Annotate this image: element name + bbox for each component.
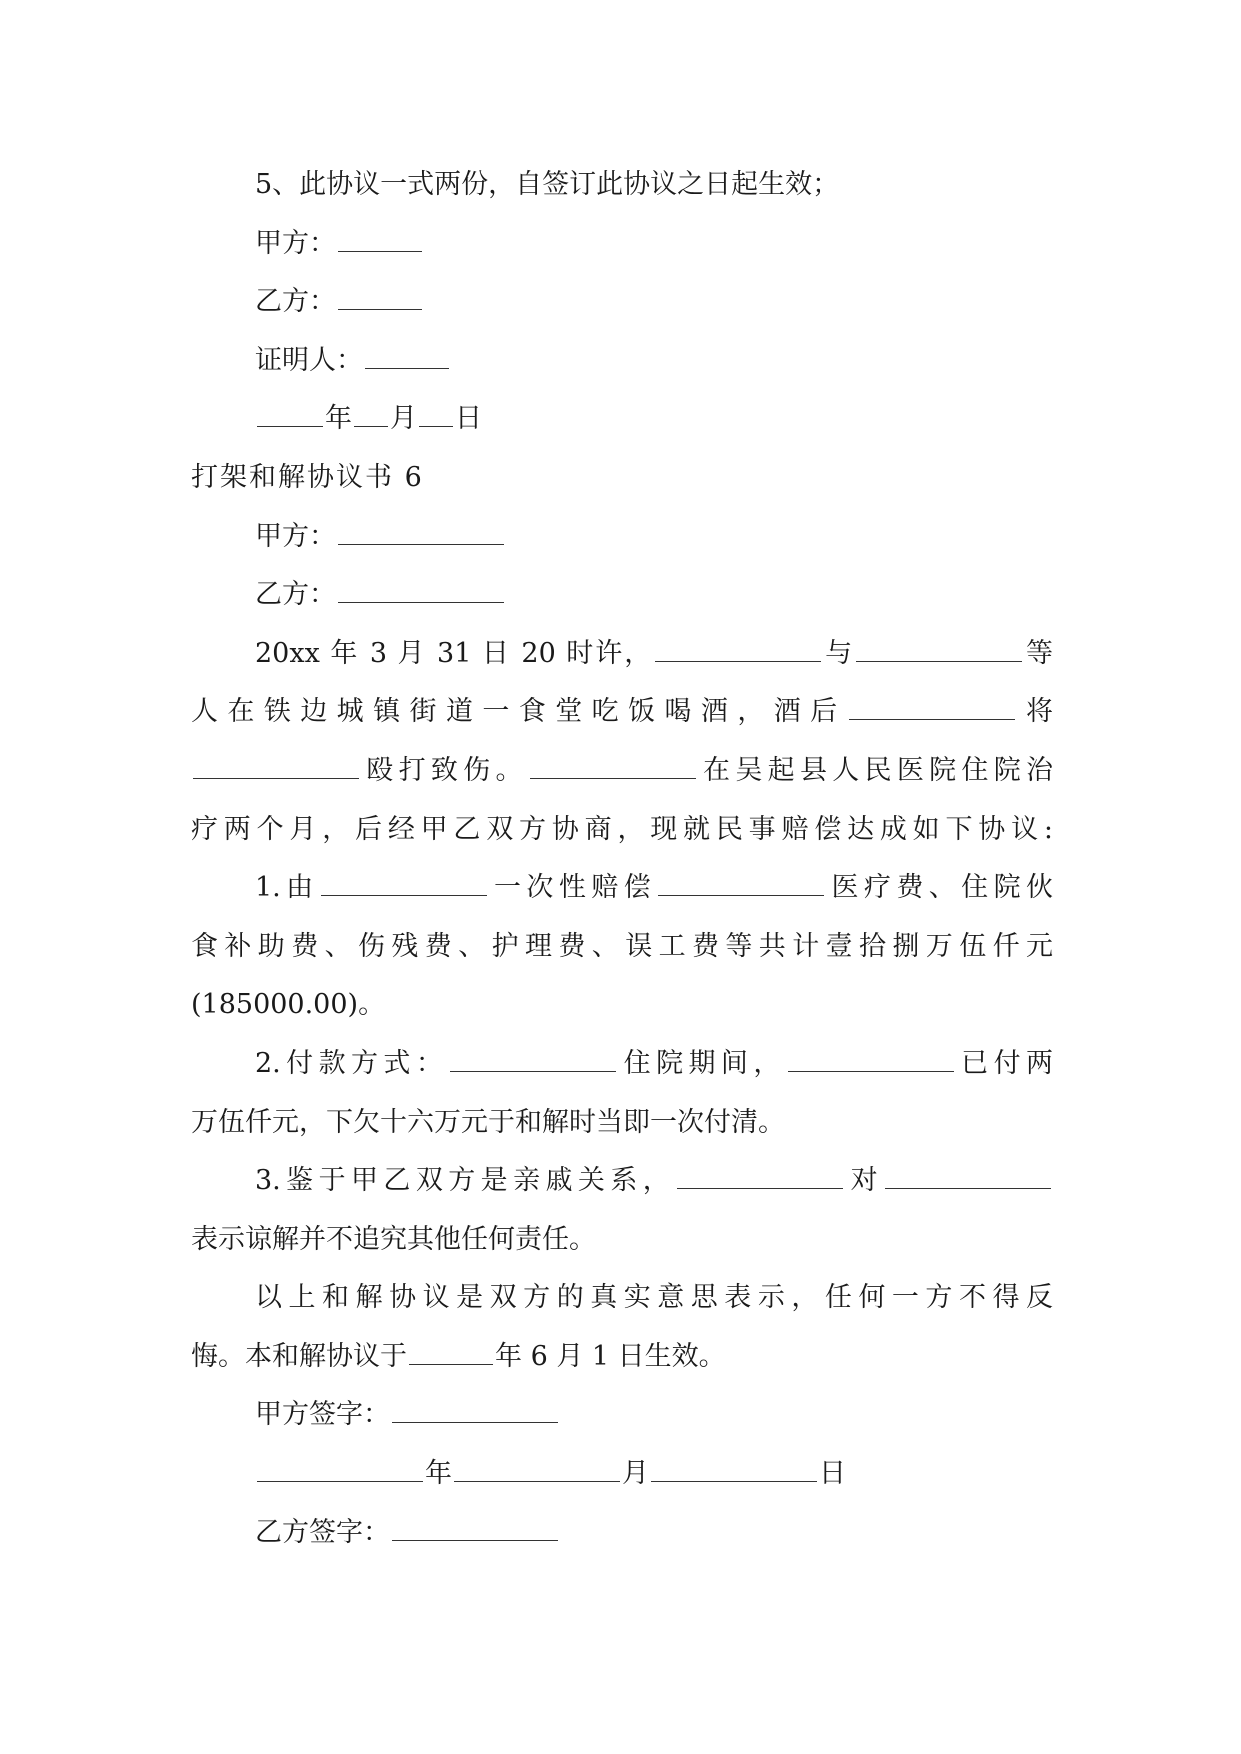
text: 住院期间，	[618, 1047, 786, 1079]
section-title: 打架和解协议书 6	[191, 461, 424, 493]
party-a-line-6	[191, 508, 1053, 567]
text: 医疗费、住院伙	[826, 872, 1054, 904]
day-blank	[651, 1480, 817, 1482]
sign-a-blank	[392, 1421, 558, 1423]
text: 年 6 月 1 日生效。	[495, 1340, 726, 1372]
clause-5-line: 5、此协议一式两份，自签订此协议之日起生效；	[255, 169, 840, 200]
blank	[193, 777, 359, 779]
blank	[788, 1070, 954, 1072]
paragraph-line	[191, 742, 1053, 801]
text: 20xx 年 3 月 31 日 20 时许，	[255, 637, 654, 669]
final-line: 以上和解协议是双方的真实意思表示，任何一方不得反	[255, 1282, 1053, 1314]
clause-1-line: 食补助费、伤残费、护理费、误工费等共计壹拾捌万伍仟元	[191, 930, 1053, 962]
blank	[677, 1187, 843, 1189]
day-blank	[419, 425, 453, 427]
blank	[658, 894, 824, 896]
text: 与	[823, 637, 855, 669]
clause-3-line	[191, 1152, 1053, 1211]
party-a-blank	[338, 250, 422, 252]
party-a-label: 甲方：	[255, 227, 336, 259]
clause-1-line	[191, 859, 1053, 918]
clause-2-line: 万伍仟元，下欠十六万元于和解时当即一次付清。	[191, 1106, 785, 1138]
month-blank	[354, 425, 388, 427]
year-label: 年	[325, 403, 352, 435]
sign-b-line	[191, 1504, 1053, 1563]
party-a-blank	[338, 543, 504, 545]
sign-b-label: 乙方签字：	[255, 1516, 390, 1548]
party-b-label: 乙方：	[255, 286, 336, 318]
party-b-blank	[338, 308, 422, 310]
month-label: 月	[390, 403, 417, 435]
clause-2-line	[191, 1035, 1053, 1094]
month-label: 月	[622, 1458, 649, 1490]
text: 已付两	[955, 1047, 1054, 1079]
blank	[321, 894, 487, 896]
blank	[450, 1070, 616, 1072]
sign-a-line	[191, 1386, 1053, 1445]
party-b-blank	[338, 601, 504, 603]
text: 等	[1024, 637, 1054, 669]
text: 人在铁边城镇街道一食堂吃饭喝酒，酒后	[191, 696, 847, 728]
text: 对	[845, 1165, 884, 1197]
text: 在吴起县人民医院住院治	[697, 754, 1054, 786]
blank	[530, 777, 696, 779]
text: 2.付款方式：	[255, 1047, 449, 1079]
clause-1-amount: (185000.00)。	[191, 989, 386, 1021]
party-b-line-6	[191, 566, 1053, 625]
text: 3.鉴于甲乙双方是亲戚关系，	[255, 1165, 676, 1197]
blank	[856, 660, 1022, 662]
paragraph-line: 疗两个月，后经甲乙双方协商，现就民事赔偿达成如下协议:	[191, 813, 1053, 845]
paragraph-line	[191, 683, 1053, 742]
party-b-line	[191, 273, 1053, 332]
blank	[655, 660, 821, 662]
text: 悔。本和解协议于	[191, 1340, 407, 1372]
text: 1.由	[255, 872, 319, 904]
text: 一次性赔偿	[488, 872, 657, 904]
sign-b-blank	[392, 1539, 558, 1541]
sign-a-label: 甲方签字：	[255, 1399, 390, 1431]
witness-line	[191, 332, 1053, 391]
document-page	[191, 156, 1053, 1562]
party-a-line	[191, 215, 1053, 274]
witness-label: 证明人：	[255, 344, 363, 376]
year-blank	[257, 425, 323, 427]
date-line	[191, 390, 1053, 449]
text: 殴打致伤。	[361, 754, 528, 786]
witness-blank	[365, 367, 449, 369]
day-label: 日	[455, 403, 482, 435]
clause-3-line: 表示谅解并不追究其他任何责任。	[191, 1223, 596, 1255]
paragraph-line	[191, 625, 1053, 684]
month-blank	[454, 1480, 620, 1482]
blank	[849, 718, 1015, 720]
party-a-label: 甲方：	[255, 520, 336, 552]
text: 将	[1016, 696, 1053, 728]
year-label: 年	[425, 1458, 452, 1490]
year-blank	[257, 1480, 423, 1482]
blank	[885, 1187, 1051, 1189]
sign-date-line	[191, 1445, 1053, 1504]
party-b-label: 乙方：	[255, 579, 336, 611]
day-label: 日	[819, 1458, 846, 1490]
blank	[409, 1363, 493, 1365]
final-line	[191, 1328, 1053, 1387]
